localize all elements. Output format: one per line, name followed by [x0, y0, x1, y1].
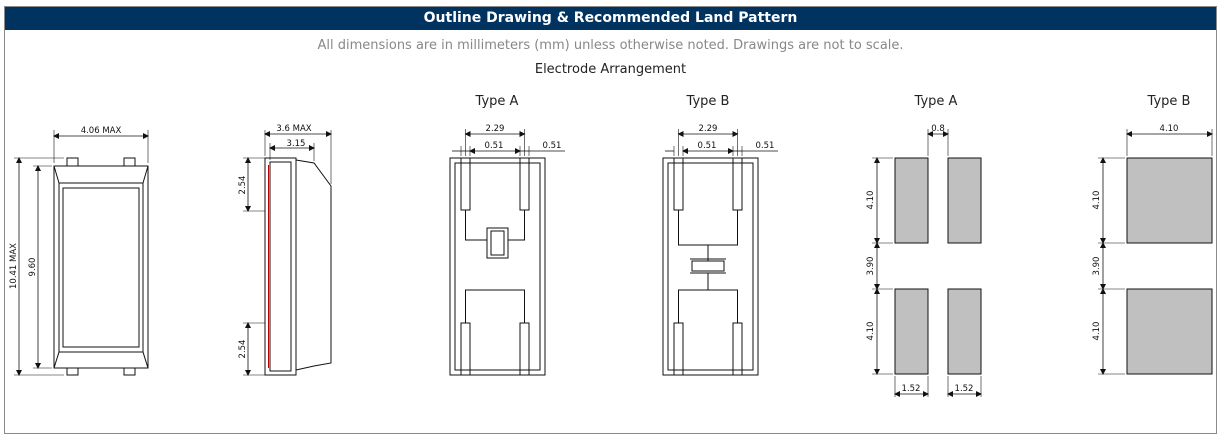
eb-span-label: 2.29	[698, 124, 718, 134]
front-height-label: 9.60	[28, 257, 38, 277]
ea-offset-label: 0.51	[542, 141, 562, 151]
la-top-label: 4.10	[866, 190, 876, 210]
eb-offset-label: 0.51	[755, 141, 775, 151]
front-width-label: 4.06 MAX	[80, 126, 122, 136]
lb-width-label: 4.10	[1159, 124, 1179, 134]
land-pattern-type-a	[872, 129, 981, 397]
lb-mid-label: 3.90	[1092, 256, 1102, 276]
la-w1-label: 1.52	[901, 384, 921, 394]
front-height-max-label: 10.41 MAX	[9, 242, 19, 290]
type-a-land-label: Type A	[914, 94, 958, 109]
ea-span-label: 2.29	[485, 124, 505, 134]
la-bottom-label: 4.10	[866, 321, 876, 341]
side-view	[243, 130, 331, 375]
lb-bottom-label: 4.10	[1092, 321, 1102, 341]
eb-pad-label: 0.51	[697, 141, 717, 151]
side-width-max-label: 3.6 MAX	[276, 124, 312, 134]
land-pattern-type-b	[1098, 129, 1212, 374]
ea-pad-label: 0.51	[484, 141, 504, 151]
type-b-electrode-label: Type B	[686, 94, 730, 109]
electrode-type-b	[663, 129, 778, 375]
la-mid-label: 3.90	[866, 256, 876, 276]
front-view	[14, 130, 148, 375]
type-b-land-label: Type B	[1147, 94, 1191, 109]
la-w2-label: 1.52	[954, 384, 974, 394]
la-gap-label: 0.8	[931, 124, 945, 134]
side-top-label: 2.54	[238, 175, 248, 195]
section-header: Outline Drawing & Recommended Land Pattern	[5, 7, 1216, 30]
units-note: All dimensions are in millimeters (mm) unless otherwise noted. Drawings are not to scale.	[317, 38, 904, 53]
type-a-electrode-label: Type A	[475, 94, 519, 109]
electrode-type-a	[450, 129, 565, 375]
side-width-label: 3.15	[286, 139, 306, 149]
lb-top-label: 4.10	[1092, 190, 1102, 210]
side-bottom-label: 2.54	[238, 339, 248, 359]
electrode-arrangement-title: Electrode Arrangement	[534, 62, 687, 77]
